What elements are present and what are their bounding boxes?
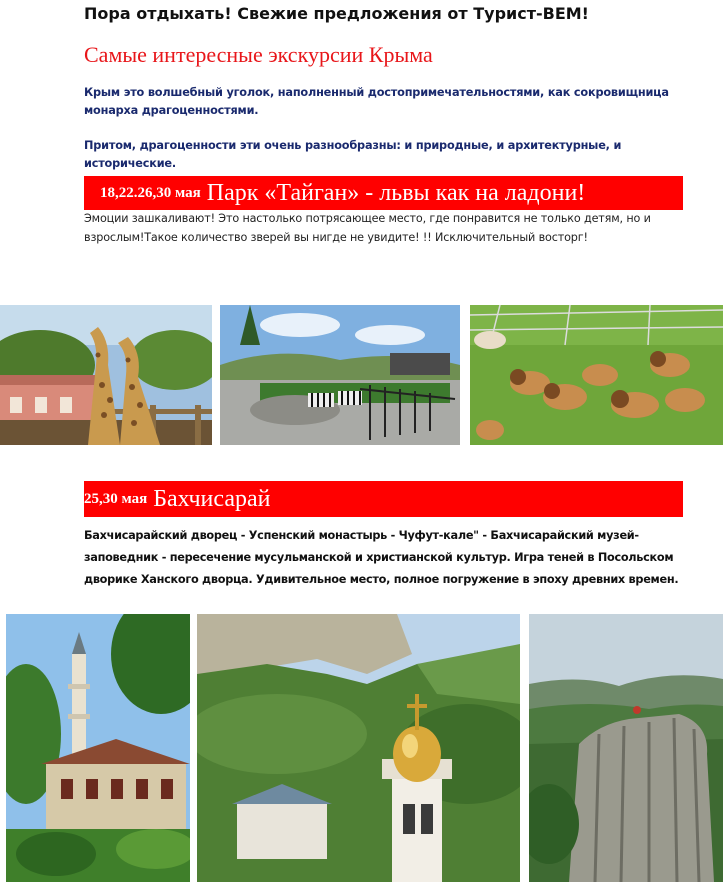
tour-name: Бахчисарай: [153, 485, 271, 512]
chufut-kale-cliffs-photo: [529, 614, 723, 882]
tour-description-taigan: Эмоции зашкаливают! Это настолько потрясающее место, где понравится не только детям, но и взрослым!Такое количество зверей вы нигде не увидите! !! Исключительный восторг!: [84, 212, 651, 244]
uspensky-monastery-photo: [197, 614, 520, 882]
newsletter-headline: Пора отдыхать! Свежие предложения от Турист-ВЕМ!: [84, 4, 589, 23]
khan-palace-minaret-photo: [6, 614, 190, 882]
page-title: Самые интересные экскурсии Крыма: [84, 42, 433, 67]
tour-name: Парк «Тайган» - львы как на ладони!: [206, 179, 586, 206]
lions-photo: [470, 305, 723, 445]
intro-paragraph-1: Крым это волшебный уголок, наполненный достопримечательностями, как сокровищница монарха драгоценностями.: [84, 86, 669, 117]
tour-dates: 25,30 мая: [84, 490, 148, 507]
tour-dates: 18,22.26,30 мая: [100, 184, 201, 201]
tour-banner-taigan: [84, 176, 683, 210]
zebras-enclosure-photo: [220, 305, 460, 445]
tour-description-bakhchisaray: Бахчисарайский дворец - Успенский монастырь - Чуфут-кале" - Бахчисарайский музей-заповедник - пересечение мусульманской и христианской культур. Игра теней в Посольском дворике Ханского дворца. Удивительное место, полное погружение в эпоху древних времен.: [84, 529, 679, 586]
giraffes-photo: [0, 305, 212, 445]
intro-paragraph-2: Притом, драгоценности эти очень разнообразны: и природные, и архитектурные, и исторические.: [84, 139, 622, 170]
tour-banner-bakhchisaray: [84, 481, 683, 517]
